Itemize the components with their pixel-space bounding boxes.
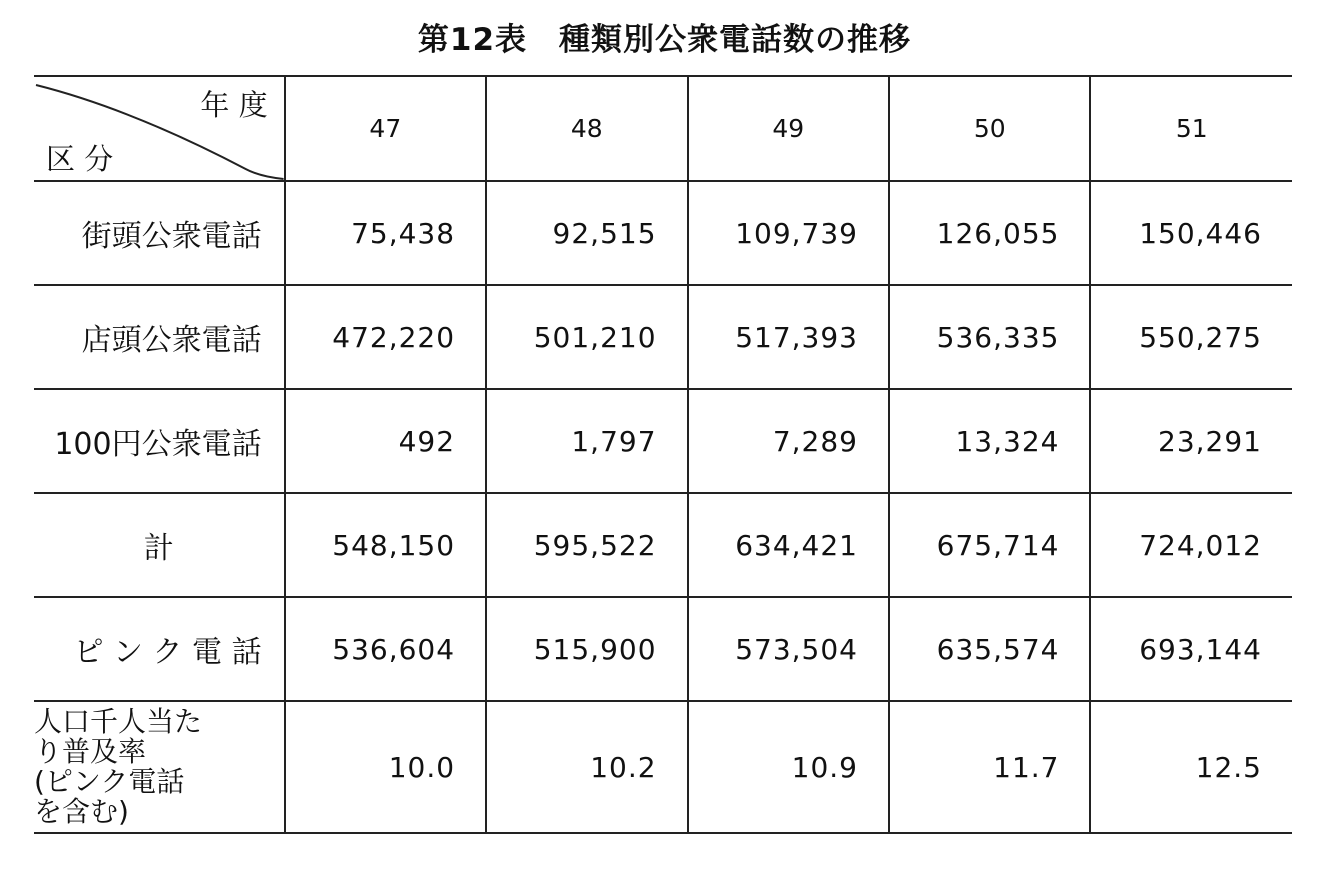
public-phone-table xyxy=(34,75,1292,834)
table-row-store-phones xyxy=(34,285,1292,389)
table-row-100yen-phones xyxy=(34,389,1292,493)
table-cell: 634,421 xyxy=(688,493,889,597)
table-cell: 548,150 xyxy=(285,493,486,597)
rate-label-line: り普及率 xyxy=(34,735,147,768)
table-cell: 10.0 xyxy=(285,701,486,833)
corner-header-cell xyxy=(34,76,285,181)
table-cell: 11.7 xyxy=(889,701,1090,833)
table-cell: 7,289 xyxy=(688,389,889,493)
table-cell: 595,522 xyxy=(486,493,687,597)
table-cell: 675,714 xyxy=(889,493,1090,597)
table-cell: 10.9 xyxy=(688,701,889,833)
table-cell: 536,604 xyxy=(285,597,486,701)
table-cell: 1,797 xyxy=(486,389,687,493)
table-cell: 13,324 xyxy=(889,389,1090,493)
table-cell: 12.5 xyxy=(1090,701,1292,833)
table-cell: 635,574 xyxy=(889,597,1090,701)
table-row-pink-phones xyxy=(34,597,1292,701)
table-cell: 109,739 xyxy=(688,181,889,285)
table-cell: 550,275 xyxy=(1090,285,1292,389)
table-row-street-phones xyxy=(34,181,1292,285)
table-row-total xyxy=(34,493,1292,597)
row-label: 店頭公衆電話 xyxy=(34,285,285,389)
year-header-47: 47 xyxy=(285,76,486,181)
table-title: 第12表 種類別公衆電話数の推移 xyxy=(417,22,912,58)
table-cell: 92,515 xyxy=(486,181,687,285)
table-cell: 693,144 xyxy=(1090,597,1292,701)
row-label: 街頭公衆電話 xyxy=(34,181,285,285)
year-header-49: 49 xyxy=(688,76,889,181)
corner-year-label: 年 度 xyxy=(200,88,268,122)
table-cell: 126,055 xyxy=(889,181,1090,285)
table-cell: 23,291 xyxy=(1090,389,1292,493)
table-cell: 536,335 xyxy=(889,285,1090,389)
table-cell: 75,438 xyxy=(285,181,486,285)
corner-category-label: 区 分 xyxy=(46,142,114,176)
table-cell: 472,220 xyxy=(285,285,486,389)
rate-label-line: 人口千人当た xyxy=(34,705,203,738)
table-cell: 515,900 xyxy=(486,597,687,701)
table-cell: 501,210 xyxy=(486,285,687,389)
table-cell: 517,393 xyxy=(688,285,889,389)
row-label: 計 xyxy=(34,493,285,597)
table-row-penetration-rate xyxy=(34,701,1292,833)
row-label-rate xyxy=(34,701,285,833)
table-cell: 724,012 xyxy=(1090,493,1292,597)
year-header-48: 48 xyxy=(486,76,687,181)
row-label: 100円公衆電話 xyxy=(34,389,285,493)
rate-label-line: を含む) xyxy=(34,795,129,828)
rate-label-line: (ピンク電話 xyxy=(34,765,185,798)
table-cell: 573,504 xyxy=(688,597,889,701)
header-row xyxy=(34,76,1292,181)
year-header-50: 50 xyxy=(889,76,1090,181)
table-cell: 492 xyxy=(285,389,486,493)
table-cell: 10.2 xyxy=(486,701,687,833)
row-label: ピ ン ク 電 話 xyxy=(34,597,285,701)
year-header-51: 51 xyxy=(1090,76,1292,181)
table-cell: 150,446 xyxy=(1090,181,1292,285)
